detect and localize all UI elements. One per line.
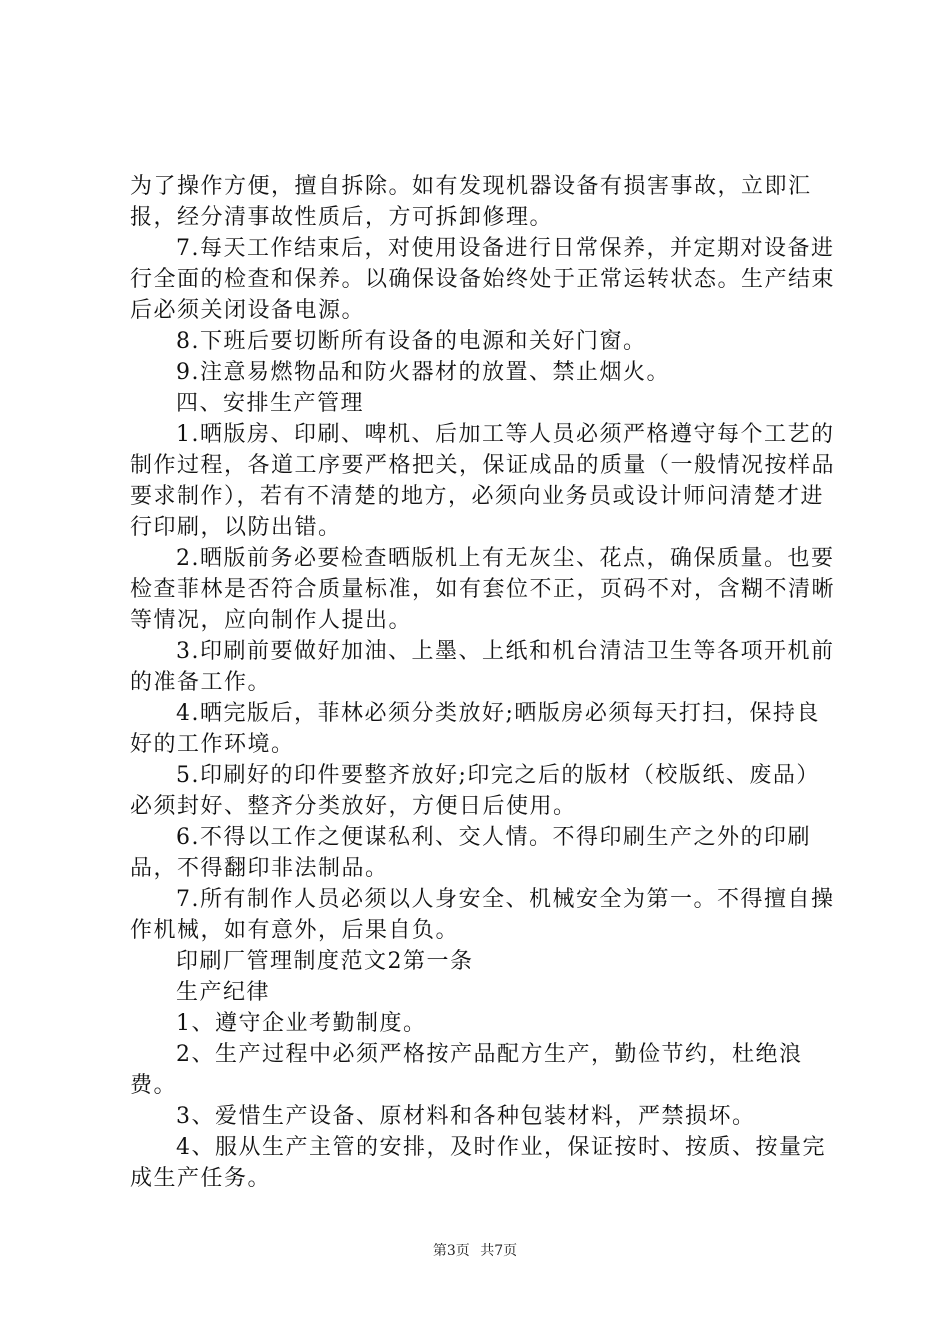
paragraph: 4.晒完版后，菲林必须分类放好;晒版房必须每天打扫，保持良好的工作环境。 <box>130 701 820 757</box>
document-body <box>130 171 840 1194</box>
paragraph: 2、生产过程中必须严格按产品配方生产，勤俭节约，杜绝浪费。 <box>130 1042 803 1098</box>
page-number: 第3页 <box>432 1243 470 1259</box>
paragraph: 6.不得以工作之便谋私利、交人情。不得印刷生产之外的印刷品，不得翻印非法制品。 <box>130 825 811 881</box>
paragraph: 8.下班后要切断所有设备的电源和关好门窗。 <box>176 329 647 354</box>
paragraph: 3.印刷前要做好加油、上墨、上纸和机台清洁卫生等各项开机前的准备工作。 <box>130 639 835 695</box>
page-total: 共7页 <box>480 1243 518 1259</box>
paragraph: 7.所有制作人员必须以人身安全、机械安全为第一。不得擅自操作机械，如有意外，后果自负。 <box>130 887 835 943</box>
paragraph: 为了操作方便，擅自拆除。如有发现机器设备有损害事故，立即汇报，经分清事故性质后，方可拆卸修理。 <box>130 174 812 230</box>
paragraph: 5.印刷好的印件要整齐放好;印完之后的版材（校版纸、废品）必须封好、整齐分类放好，方便日后使用。 <box>130 763 820 819</box>
paragraph: 2.晒版前务必要检查晒版机上有无灰尘、花点，确保质量。也要检查菲林是否符合质量标准，如有套位不正，页码不对，含糊不清晰等情况，应向制作人提出。 <box>130 546 836 633</box>
paragraph: 1.晒版房、印刷、啤机、后加工等人员必须严格遵守每个工艺的制作过程，各道工序要严格把关，保证成品的质量（一般情况按样品要求制作），若有不清楚的地方，必须向业务员或设计师问清楚才进行印刷，以防出错。 <box>130 422 836 540</box>
section-heading: 印刷厂管理制度范文2第一条 <box>176 949 474 974</box>
page-footer <box>0 1242 950 1260</box>
section-heading: 生产纪律 <box>176 980 271 1005</box>
paragraph: 3、爱惜生产设备、原材料和各种包装材料，严禁损坏。 <box>176 1104 756 1129</box>
section-heading: 四、安排生产管理 <box>176 391 365 416</box>
paragraph: 1、遵守企业考勤制度。 <box>176 1011 427 1036</box>
paragraph: 7.每天工作结束后，对使用设备进行日常保养，并定期对设备进行全面的检查和保养。以确保设备始终处于正常运转状态。生产结束后必须关闭设备电源。 <box>130 236 836 323</box>
paragraph: 9.注意易燃物品和防火器材的放置、禁止烟火。 <box>176 360 670 385</box>
paragraph: 4、服从生产主管的安排，及时作业，保证按时、按质、按量完成生产任务。 <box>130 1135 826 1191</box>
